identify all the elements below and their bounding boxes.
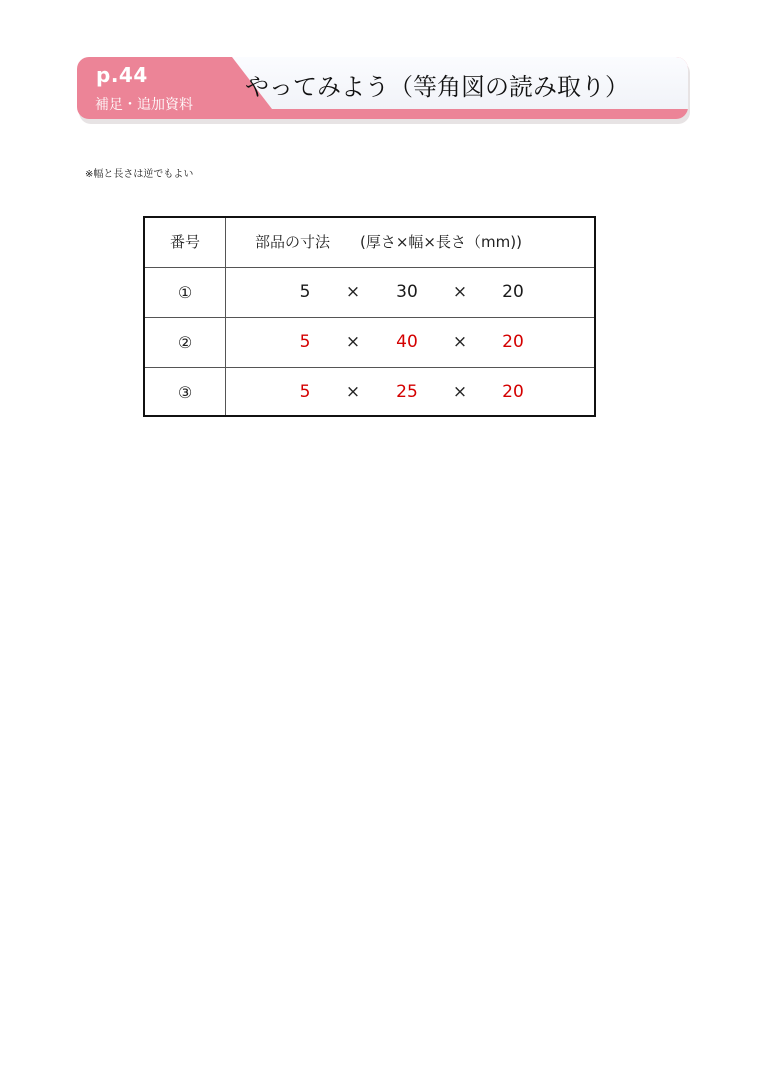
thickness-value: 5 bbox=[299, 332, 311, 352]
page-number: p.44 bbox=[96, 63, 148, 87]
note-text: ※幅と長さは逆でもよい bbox=[85, 169, 194, 180]
row-number: ① bbox=[177, 283, 193, 302]
row-number: ② bbox=[177, 333, 193, 352]
table-row bbox=[145, 368, 594, 418]
times-sign: × bbox=[345, 332, 361, 352]
page-title: やってみよう（等角図の読み取り） bbox=[245, 73, 629, 101]
width-value: 40 bbox=[396, 332, 418, 352]
width-value: 30 bbox=[396, 282, 418, 302]
times-sign: × bbox=[452, 282, 468, 302]
thickness-value: 5 bbox=[299, 382, 311, 402]
header-size: 部品の寸法 (厚さ×幅×長さ（mm)) bbox=[255, 233, 522, 251]
header-banner bbox=[77, 57, 690, 124]
length-value: 20 bbox=[502, 282, 524, 302]
dimensions-table bbox=[143, 216, 596, 417]
thickness-value: 5 bbox=[299, 282, 311, 302]
banner-subtitle: 補足・追加資料 bbox=[95, 97, 193, 113]
table-row bbox=[145, 318, 594, 368]
header-number: 番号 bbox=[169, 233, 200, 251]
table-row bbox=[145, 268, 594, 318]
width-value: 25 bbox=[396, 382, 418, 402]
times-sign: × bbox=[345, 382, 361, 402]
times-sign: × bbox=[452, 382, 468, 402]
length-value: 20 bbox=[502, 332, 524, 352]
times-sign: × bbox=[452, 332, 468, 352]
table-header-row bbox=[145, 218, 594, 268]
length-value: 20 bbox=[502, 382, 524, 402]
row-number: ③ bbox=[177, 383, 193, 402]
times-sign: × bbox=[345, 282, 361, 302]
